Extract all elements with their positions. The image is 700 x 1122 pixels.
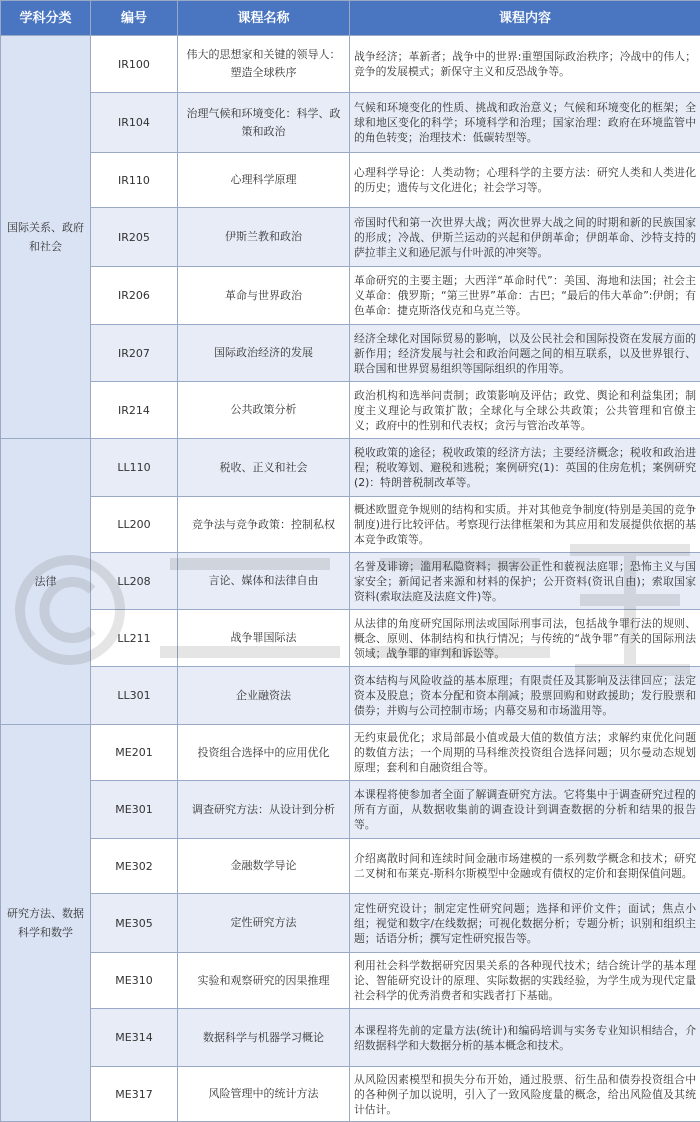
table-row — [1, 1009, 700, 1067]
table-row — [1, 267, 700, 325]
course-name: 伊斯兰教和政治 — [178, 208, 350, 267]
course-code: ME314 — [91, 1009, 178, 1067]
table-row — [1, 553, 700, 610]
course-name: 治理气候和环境变化：科学、政策和政治 — [178, 93, 350, 153]
category-cell: 研究方法、数据科学和数学 — [1, 725, 91, 1122]
category-cell: 国际关系、政府和社会 — [1, 36, 91, 439]
table-row — [1, 93, 700, 153]
course-content: 定性研究设计；制定定性研究问题；选择和评价文件；面试；焦点小组；视觉和数字/在线数据；可视化数据分析；专题分析；识别和组织主题；话语分析；撰写定性研究报告等。 — [350, 894, 700, 953]
course-content: 概述欧盟竞争规则的结构和实质。并对其他竞争制度(特别是美国的竞争制度)进行比较评估。考察现行法律框架和为其应用和发展提供依据的基本竞争政策等。 — [350, 497, 700, 553]
course-content: 心理科学导论：人类动物；心理科学的主要方法：研究人类和人类进化的历史；遗传与文化进化；社会学习等。 — [350, 153, 700, 208]
course-code: LL110 — [91, 439, 178, 497]
course-name: 税收、正义和社会 — [178, 439, 350, 497]
course-name: 战争罪国际法 — [178, 610, 350, 667]
course-content: 从风险因素模型和损失分布开始，通过股票、衍生品和债券投资组合中的各种例子加以说明，引入了一致风险度量的概念，给出风险值及其统计估计。 — [350, 1067, 700, 1122]
course-content: 气候和环境变化的性质、挑战和政治意义；气候和环境变化的框架；全球和地区变化的科学；环境科学和治理；国家治理：政府在环境监管中的角色转变；治理技术：低碳转型等。 — [350, 93, 700, 153]
course-content: 无约束最优化；求局部最小值或最大值的数值方法；求解约束优化问题的数值方法；一个周期的马科维茨投资组合选择问题；贝尔曼动态规划原理；套利和自融资组合等。 — [350, 725, 700, 781]
table-row — [1, 208, 700, 267]
table-row — [1, 36, 700, 93]
course-code: IR100 — [91, 36, 178, 93]
course-code: LL208 — [91, 553, 178, 610]
course-content: 名誉及诽谤；滥用私隐资料；损害公正性和藐视法庭罪；恐怖主义与国家安全；新闻记者来源和材料的保护；公开资料(资讯自由)；索取国家资料(索取法庭及法庭文件)等。 — [350, 553, 700, 610]
course-name: 革命与世界政治 — [178, 267, 350, 325]
course-code: ME317 — [91, 1067, 178, 1122]
course-code: ME302 — [91, 839, 178, 894]
table-row — [1, 497, 700, 553]
course-name: 实验和观察研究的因果推理 — [178, 953, 350, 1009]
course-code: ME305 — [91, 894, 178, 953]
course-content: 介绍离散时间和连续时间金融市场建模的一系列数学概念和技术；研究二叉树和布莱克-斯科尔斯模型中金融或有债权的定价和套期保值问题。 — [350, 839, 700, 894]
course-name: 言论、媒体和法律自由 — [178, 553, 350, 610]
course-name: 国际政治经济的发展 — [178, 325, 350, 382]
course-name: 数据科学与机器学习概论 — [178, 1009, 350, 1067]
course-name: 调查研究方法：从设计到分析 — [178, 781, 350, 839]
course-content: 本课程将使参加者全面了解调查研究方法。它将集中于调查研究过程的所有方面，从数据收集前的调查设计到调查数据的分析和结果的报告等。 — [350, 781, 700, 839]
course-code: ME301 — [91, 781, 178, 839]
course-name: 企业融资法 — [178, 667, 350, 725]
course-name: 竞争法与竞争政策：控制私权 — [178, 497, 350, 553]
course-code: LL301 — [91, 667, 178, 725]
table-row — [1, 953, 700, 1009]
course-name: 心理科学原理 — [178, 153, 350, 208]
course-code: IR104 — [91, 93, 178, 153]
course-content: 经济全球化对国际贸易的影响，以及公民社会和国际投资在发展方面的新作用；经济发展与社会和政治问题之间的相互联系，以及世界银行、联合国和世界贸易组织等国际组织的作用等。 — [350, 325, 700, 382]
course-code: LL211 — [91, 610, 178, 667]
table-row — [1, 781, 700, 839]
course-name: 定性研究方法 — [178, 894, 350, 953]
course-content: 税收政策的途径；税收政策的经济方法；主要经济概念；税收和政治进程；税收筹划、避税和逃税；案例研究(1)：英国的住房危机；案例研究(2)：特朗普税制改革等。 — [350, 439, 700, 497]
course-code: LL200 — [91, 497, 178, 553]
course-code: IR206 — [91, 267, 178, 325]
table-row — [1, 610, 700, 667]
table-row — [1, 894, 700, 953]
course-content: 政治机构和选举问责制；政策影响及评估；政党、舆论和利益集团；制度主义理论与政策扩散；全球化与全球公共政策；公共管理和官僚主义；政府中的性别和代表权；贪污与管治改革等。 — [350, 382, 700, 439]
table-row — [1, 725, 700, 781]
course-name: 公共政策分析 — [178, 382, 350, 439]
course-name: 风险管理中的统计方法 — [178, 1067, 350, 1122]
header-course-content: 课程内容 — [350, 1, 700, 36]
header-course-name: 课程名称 — [178, 1, 350, 36]
course-name: 投资组合选择中的应用优化 — [178, 725, 350, 781]
course-name: 伟大的思想家和关键的领导人：塑造全球秩序 — [178, 36, 350, 93]
course-name: 金融数学导论 — [178, 839, 350, 894]
course-content: 战争经济；革新者；战争中的世界:重塑国际政治秩序；冷战中的伟人；竞争的发展模式；新保守主义和反恐战争等。 — [350, 36, 700, 93]
table-row — [1, 667, 700, 725]
course-code: ME310 — [91, 953, 178, 1009]
header-category: 学科分类 — [1, 1, 91, 36]
course-content: 帝国时代和第一次世界大战；两次世界大战之间的时期和新的民族国家的形成；冷战、伊斯兰运动的兴起和伊朗革命；伊朗革命、沙特支持的萨拉菲主义和逊尼派与什叶派的冲突等。 — [350, 208, 700, 267]
course-code: IR214 — [91, 382, 178, 439]
header-code: 编号 — [91, 1, 178, 36]
course-content: 本课程将先前的定量方法(统计)和编码培训与实务专业知识相结合，介绍数据科学和大数据分析的基本概念和技术。 — [350, 1009, 700, 1067]
course-content: 利用社会科学数据研究因果关系的各种现代技术；结合统计学的基本理论、智能研究设计的原理、实际数据的实践经验，为学生成为现代定量社会科学的优秀消费者和实践者打下基础。 — [350, 953, 700, 1009]
course-code: IR207 — [91, 325, 178, 382]
course-code: IR205 — [91, 208, 178, 267]
table-row — [1, 382, 700, 439]
table-row — [1, 153, 700, 208]
table-row — [1, 439, 700, 497]
table-row — [1, 1067, 700, 1122]
course-code: ME201 — [91, 725, 178, 781]
table-row — [1, 325, 700, 382]
course-content: 从法律的角度研究国际刑法或国际刑事司法，包括战争罪行法的规则、概念、原则、体制结构和执行情况；与传统的“战争罪”有关的国际刑法领域；战争罪的审判和诉讼等。 — [350, 610, 700, 667]
course-code: IR110 — [91, 153, 178, 208]
header-row — [1, 1, 700, 36]
course-content: 革命研究的主要主题；大西洋“革命时代”：美国、海地和法国；社会主义革命：俄罗斯；“第三世界”革命：古巴；“最后的伟大革命”:伊朗；有色革命：捷克斯洛伐克和乌克兰等。 — [350, 267, 700, 325]
table-row — [1, 839, 700, 894]
category-cell: 法律 — [1, 439, 91, 725]
course-content: 资本结构与风险收益的基本原理；有限责任及其影响及法律回应；法定资本及股息；资本分配和资本削减；股票回购和财政援助；发行股票和债券；并购与公司控制市场；内幕交易和市场滥用等。 — [350, 667, 700, 725]
